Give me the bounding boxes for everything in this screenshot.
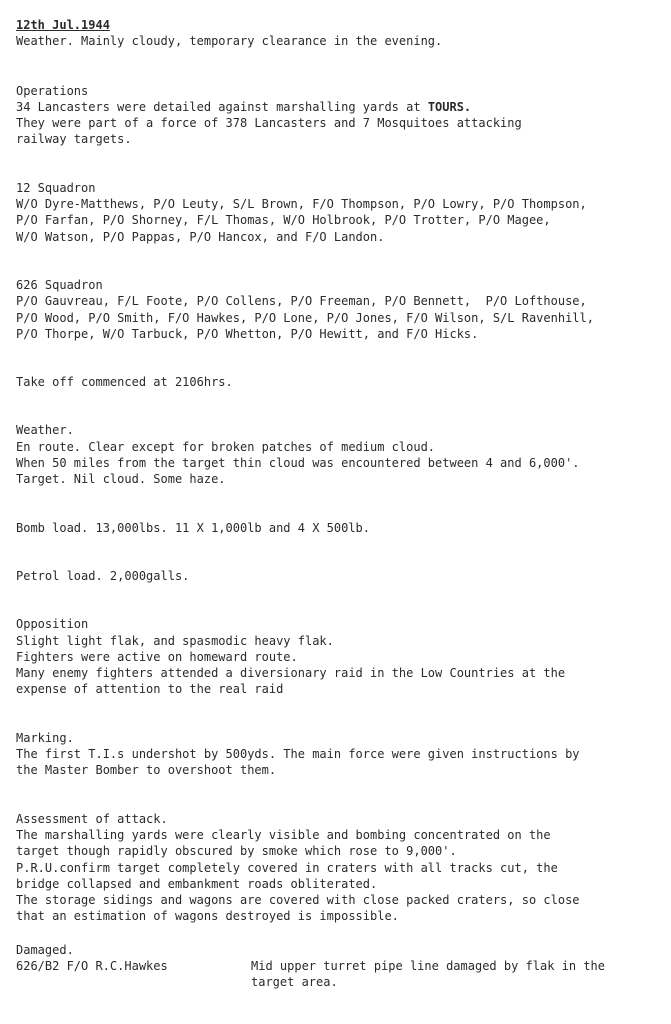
marking-line: the Master Bomber to overshoot them. — [16, 763, 277, 778]
damaged-section — [16, 942, 668, 991]
weather-line: When 50 miles from the target thin cloud was encountered between 4 and 6,000'. — [16, 456, 580, 471]
squadron-626-crew-line: P/O Wood, P/O Smith, F/O Hawkes, P/O Lone, P/O Jones, F/O Wilson, S/L Ravenhill, — [16, 310, 594, 325]
document-page — [16, 17, 668, 991]
damaged-detail — [251, 958, 661, 991]
weather-line: En route. Clear except for broken patches of medium cloud. — [16, 439, 436, 454]
opposition-line: Fighters were active on homeward route. — [16, 649, 298, 664]
assessment-line: that an estimation of wagons destroyed is impossible. — [16, 909, 399, 924]
damaged-detail-line: Mid upper turret pipe line damaged by flak in the — [251, 958, 606, 973]
damaged-detail-line: target area. — [251, 975, 338, 990]
squadron-626-section — [16, 277, 668, 342]
assessment-line: The storage sidings and wagons are covered with close packed craters, so close — [16, 893, 580, 908]
weather-line: Target. Nil cloud. Some haze. — [16, 472, 226, 487]
assessment-line: P.R.U.confirm target completely covered in craters with all tracks cut, the — [16, 860, 558, 875]
opposition-heading: Opposition — [16, 617, 89, 632]
weather-heading: Weather. — [16, 423, 74, 438]
target-name: TOURS. — [427, 99, 472, 114]
operations-line-3: railway targets. — [16, 132, 132, 147]
squadron-12-heading: 12 Squadron — [16, 180, 96, 195]
damaged-entry — [16, 958, 668, 991]
petrol-load-line: Petrol load. 2,000galls. — [16, 568, 190, 583]
operations-heading: Operations — [16, 83, 89, 98]
marking-section — [16, 730, 668, 779]
bomb-load-line: Bomb load. 13,000lbs. 11 X 1,000lb and 4 X 500lb. — [16, 520, 371, 535]
takeoff-line: Take off commenced at 2106hrs. — [16, 375, 233, 390]
squadron-626-heading: 626 Squadron — [16, 277, 103, 292]
opposition-line: Slight light flak, and spasmodic heavy flak. — [16, 633, 334, 648]
opposition-line: expense of attention to the real raid — [16, 682, 284, 697]
squadron-626-crew-line: P/O Gauvreau, F/L Foote, P/O Collens, P/O Freeman, P/O Bennett, P/O Lofthouse, — [16, 294, 587, 309]
marking-line: The first T.I.s undershot by 500yds. The main force were given instructions by — [16, 747, 580, 762]
assessment-line: bridge collapsed and embankment roads obliterated. — [16, 876, 378, 891]
marking-heading: Marking. — [16, 730, 74, 745]
squadron-626-crew-line: P/O Thorpe, W/O Tarbuck, P/O Whetton, P/O Hewitt, and F/O Hicks. — [16, 326, 479, 341]
damaged-aircraft: 626/B2 F/O R.C.Hawkes — [16, 958, 168, 973]
squadron-12-section — [16, 180, 668, 245]
entry-date: 12th Jul.1944 — [16, 18, 110, 32]
assessment-line: The marshalling yards were clearly visible and bombing concentrated on the — [16, 827, 551, 842]
assessment-heading: Assessment of attack. — [16, 811, 168, 826]
assessment-section — [16, 811, 668, 925]
weather-summary: Weather. Mainly cloudy, temporary clearance in the evening. — [16, 34, 443, 49]
operations-line-1: 34 Lancasters were detailed against marshalling yards at TOURS. — [16, 99, 472, 114]
weather-section — [16, 422, 668, 487]
opposition-section — [16, 616, 668, 697]
assessment-line: target though rapidly obscured by smoke which rose to 9,000'. — [16, 844, 457, 859]
squadron-12-crew-line: W/O Watson, P/O Pappas, P/O Hancox, and F/O Landon. — [16, 229, 385, 244]
squadron-12-crew-line: P/O Farfan, P/O Shorney, F/L Thomas, W/O Holbrook, P/O Trotter, P/O Magee, — [16, 213, 551, 228]
opposition-line: Many enemy fighters attended a diversionary raid in the Low Countries at the — [16, 666, 566, 681]
operations-section — [16, 83, 668, 148]
squadron-12-crew-line: W/O Dyre-Matthews, P/O Leuty, S/L Brown, F/O Thompson, P/O Lowry, P/O Thompson, — [16, 197, 587, 212]
operations-line-2: They were part of a force of 378 Lancasters and 7 Mosquitoes attacking — [16, 116, 522, 131]
damaged-heading: Damaged. — [16, 942, 74, 957]
